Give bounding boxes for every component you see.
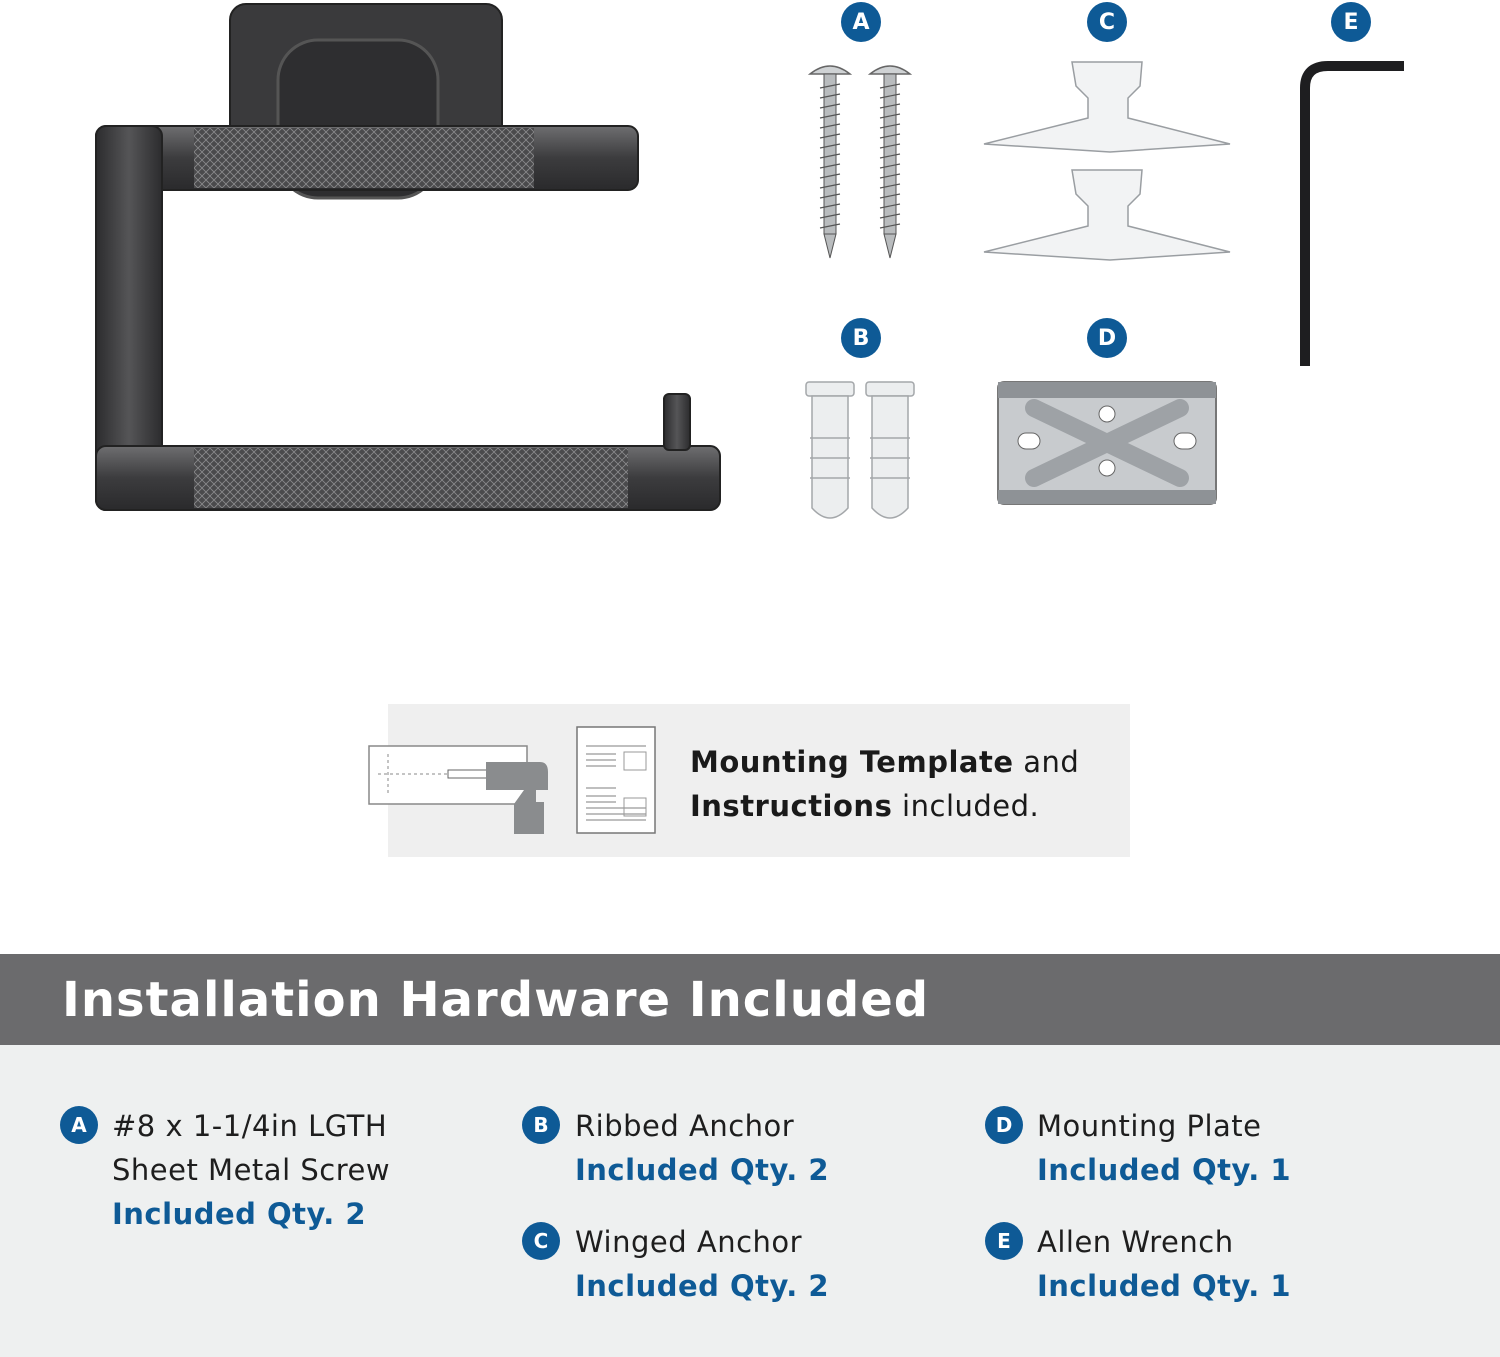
part-e-badge: E (1331, 2, 1371, 42)
item-a-qty: Included Qty. 2 (112, 1197, 367, 1231)
ribbed-anchor-image (800, 378, 920, 530)
item-e-badge: E (985, 1222, 1023, 1260)
part-a-badge: A (841, 2, 881, 42)
drill-template-icon (368, 742, 558, 838)
list-item-winged-anchor (575, 1220, 829, 1308)
banner-bold-instructions: Instructions (690, 789, 893, 823)
item-c-qty: Included Qty. 2 (575, 1269, 830, 1303)
banner-included: included. (892, 789, 1040, 823)
part-c-badge: C (1087, 2, 1127, 42)
winged-anchor-image (980, 58, 1240, 268)
item-e-name: Allen Wrench (1037, 1225, 1234, 1259)
part-b-badge: B (841, 318, 881, 358)
list-item-screw (112, 1104, 390, 1236)
item-b-badge: B (522, 1106, 560, 1144)
toilet-paper-holder-image (90, 0, 730, 520)
list-item-mounting-plate (1037, 1104, 1291, 1192)
item-d-badge: D (985, 1106, 1023, 1144)
item-d-name: Mounting Plate (1037, 1109, 1262, 1143)
item-a-name-line1: #8 x 1-1/4in LGTH (112, 1109, 388, 1143)
item-c-name: Winged Anchor (575, 1225, 803, 1259)
list-item-ribbed-anchor (575, 1104, 829, 1192)
sheet-metal-screw-image (800, 58, 920, 260)
section-title: Installation Hardware Included (62, 972, 930, 1028)
item-b-name: Ribbed Anchor (575, 1109, 795, 1143)
allen-wrench-image (1290, 58, 1410, 370)
banner-and: and (1013, 745, 1080, 779)
instructions-document-icon (576, 726, 658, 836)
item-a-badge: A (60, 1106, 98, 1144)
list-item-allen-wrench (1037, 1220, 1291, 1308)
item-e-qty: Included Qty. 1 (1037, 1269, 1292, 1303)
part-d-badge: D (1087, 318, 1127, 358)
banner-bold-template: Mounting Template (690, 745, 1014, 779)
item-c-badge: C (522, 1222, 560, 1260)
item-b-qty: Included Qty. 2 (575, 1153, 830, 1187)
item-d-qty: Included Qty. 1 (1037, 1153, 1292, 1187)
mounting-plate-image (994, 378, 1220, 508)
item-a-name-line2: Sheet Metal Screw (112, 1153, 391, 1187)
banner-text (690, 740, 1079, 828)
